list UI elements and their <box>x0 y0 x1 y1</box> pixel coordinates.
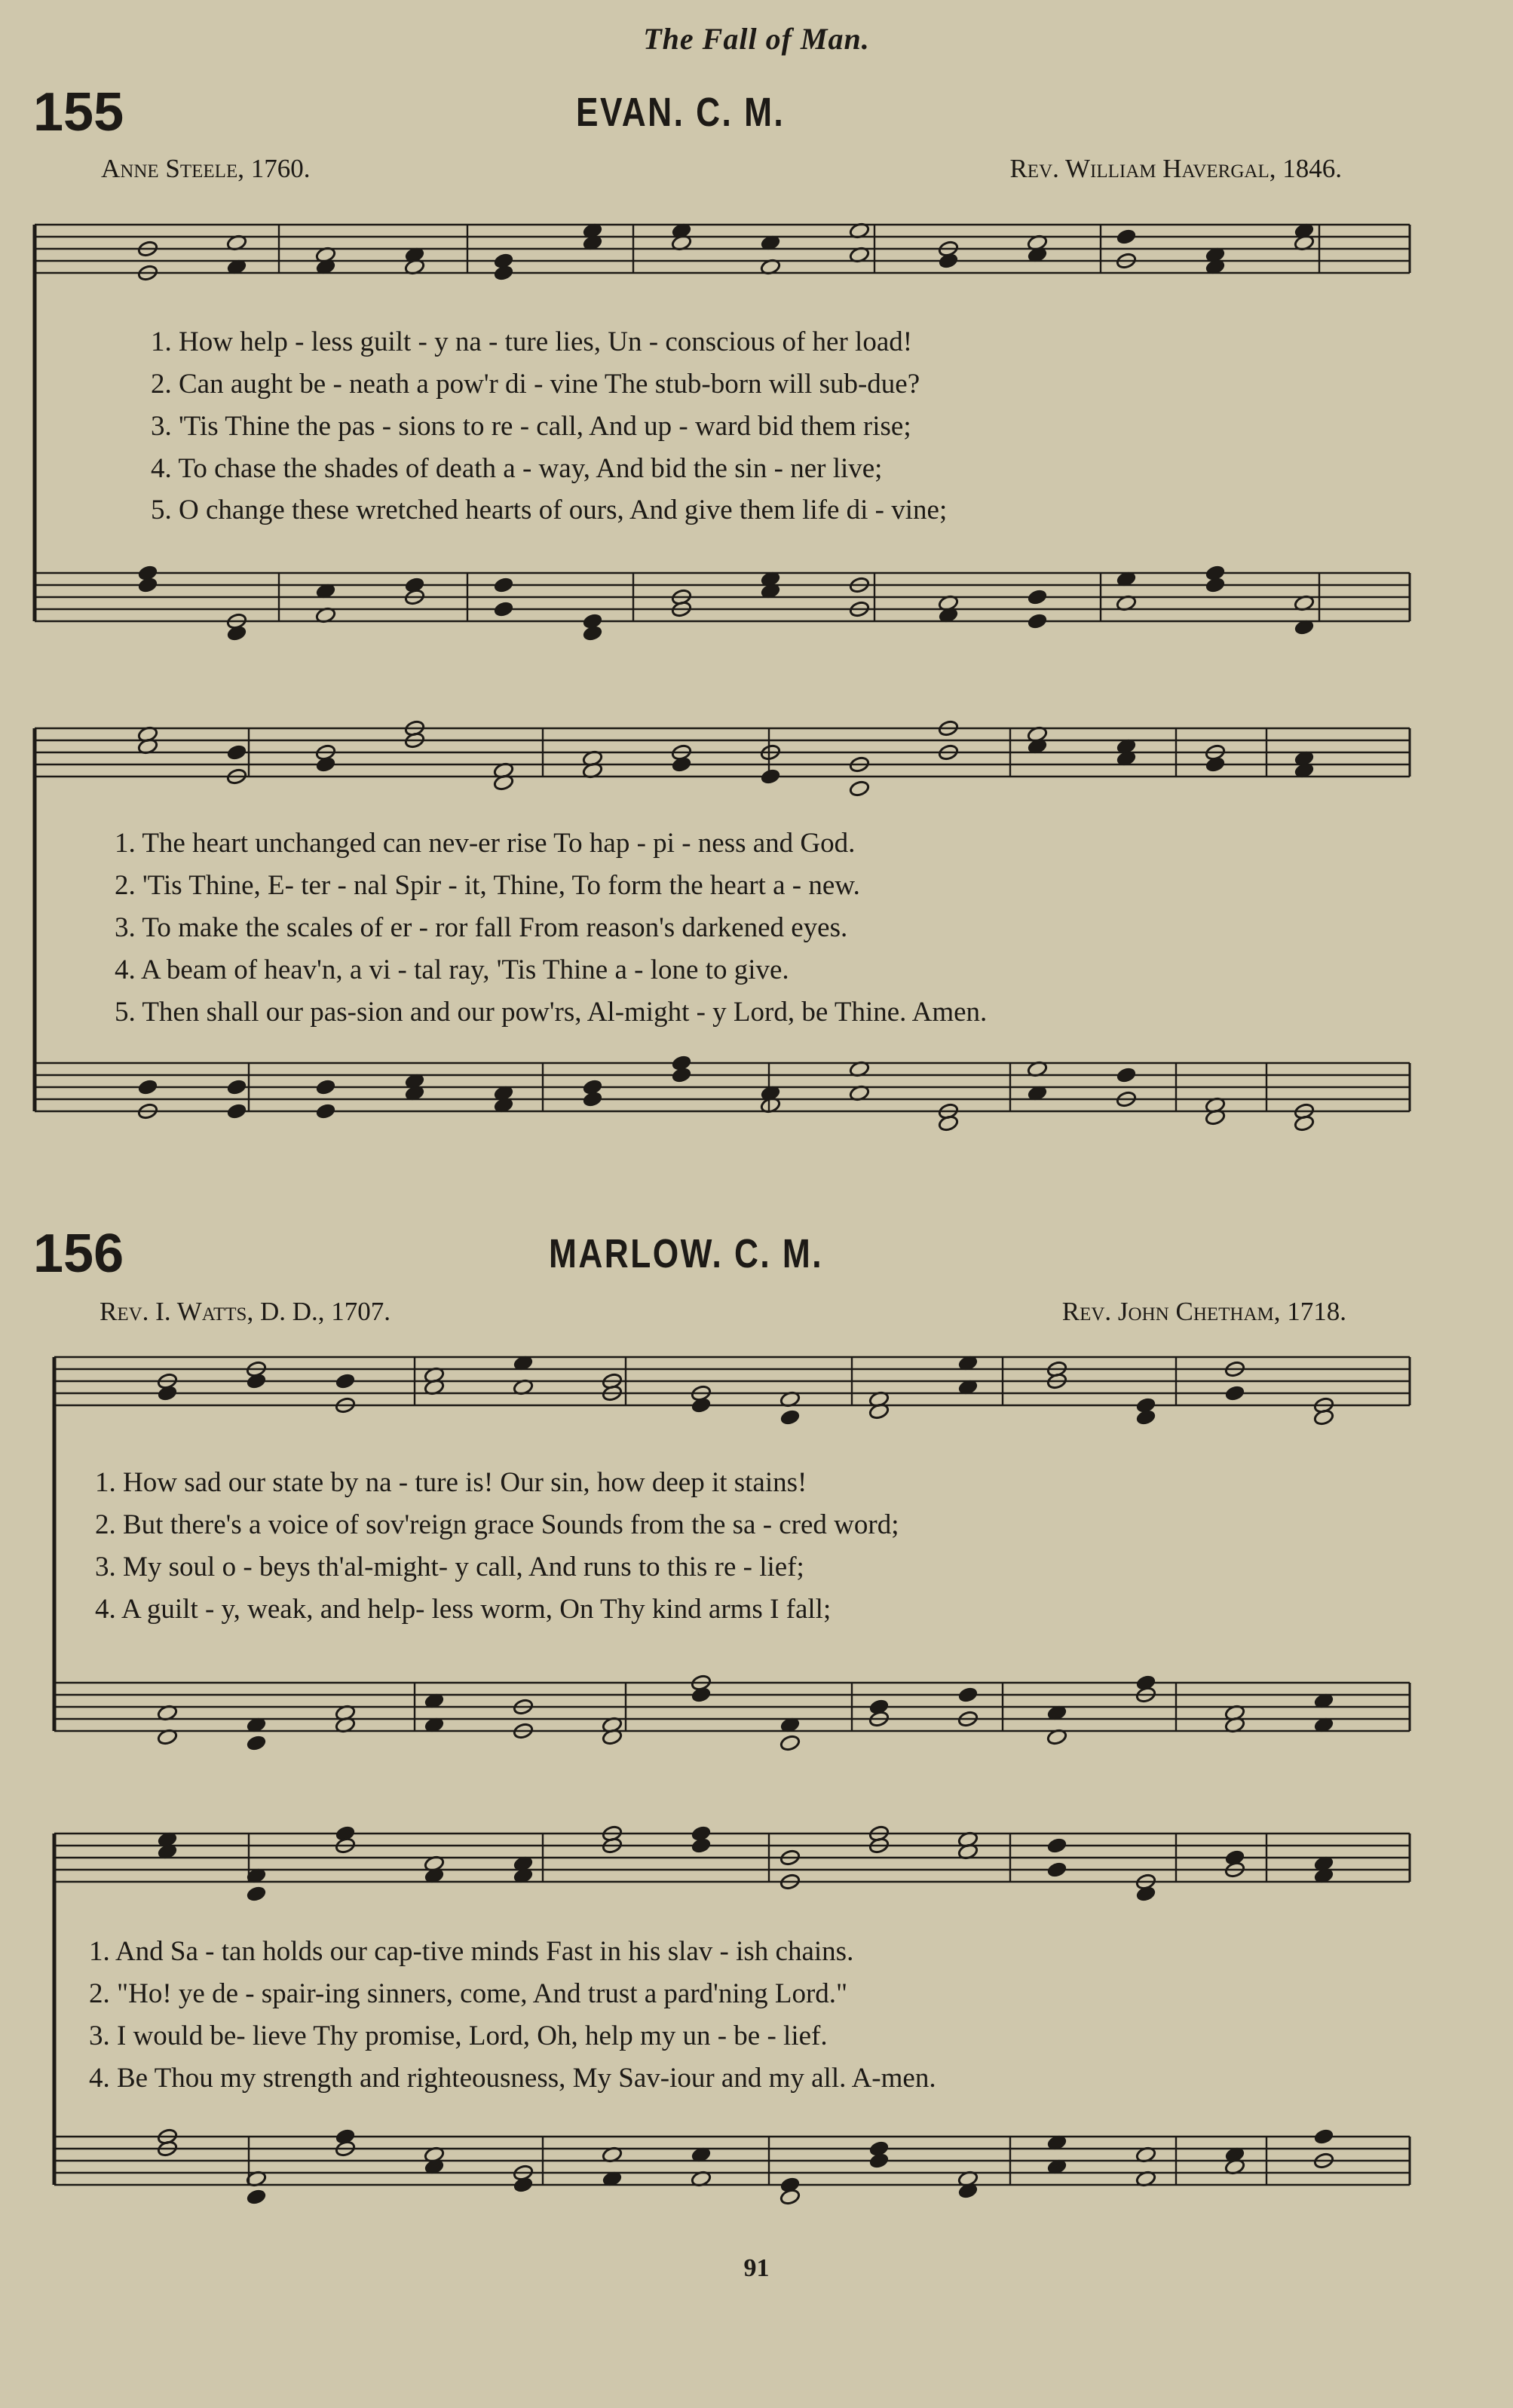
verse-line: 5. O change these wretched hearts of ours, And give them life di - vine; <box>151 495 948 525</box>
verse-line: 1. How sad our state by na - ture is! Our sin, how deep it stains! <box>95 1467 807 1498</box>
verse-line: 3. To make the scales of er - ror fall From reason's darkened eyes. <box>115 912 848 943</box>
hymn-number: 155 <box>33 82 124 142</box>
verse-line: 2. "Ho! ye de - spair-ing sinners, come, And trust a pard'ning Lord." <box>89 1978 848 2009</box>
running-head: The Fall of Man. <box>643 22 870 56</box>
verse-line: 4. Be Thou my strength and righteousness, My Sav-iour and my all. A-men. <box>89 2063 936 2094</box>
verse-line: 1. And Sa - tan holds our cap-tive minds Fast in his slav - ish chains. <box>89 1936 854 1967</box>
verse-line: 3. I would be- lieve Thy promise, Lord, Oh, help my un - be - lief. <box>89 2020 828 2051</box>
verse-line: 4. A guilt - y, weak, and help- less worm, On Thy kind arms I fall; <box>95 1594 832 1625</box>
composer-credit: Rev. William Havergal, 1846. <box>1009 154 1342 183</box>
verse-line: 2. 'Tis Thine, E- ter - nal Spir - it, Thine, To form the heart a - new. <box>115 870 860 901</box>
verse-line: 3. My soul o - beys th'al-might- y call, And runs to this re - lief; <box>95 1552 804 1582</box>
verse-line: 1. How help - less guilt - y na - ture lies, Un - conscious of her load! <box>151 326 913 357</box>
verse-line: 1. The heart unchanged can nev-er rise To hap - pi - ness and God. <box>115 828 856 859</box>
verse-line: 4. A beam of heav'n, a vi - tal ray, 'Tis Thine a - lone to give. <box>115 954 789 985</box>
verse-line: 5. Then shall our pas-sion and our pow'rs, Al-might - y Lord, be Thine. Amen. <box>115 997 988 1028</box>
verse-line: 4. To chase the shades of death a - way, And bid the sin - ner live; <box>151 453 883 484</box>
verse-line: 3. 'Tis Thine the pas - sions to re - call, And up - ward bid them rise; <box>151 411 911 442</box>
hymn-number: 156 <box>33 1224 124 1284</box>
composer-credit: Rev. John Chetham, 1718. <box>1061 1297 1346 1326</box>
author-credit: Rev. I. Watts, D. D., 1707. <box>100 1297 391 1326</box>
page-number: 91 <box>743 2254 770 2282</box>
tune-title: MARLOW. C. M. <box>549 1231 824 1276</box>
verse-line: 2. Can aught be - neath a pow'r di - vine The stub-born will sub-due? <box>151 369 920 400</box>
verse-line: 2. But there's a voice of sov'reign grace Sounds from the sa - cred word; <box>95 1509 899 1540</box>
author-credit: Anne Steele, 1760. <box>101 154 311 183</box>
tune-title: EVAN. C. M. <box>576 90 786 135</box>
